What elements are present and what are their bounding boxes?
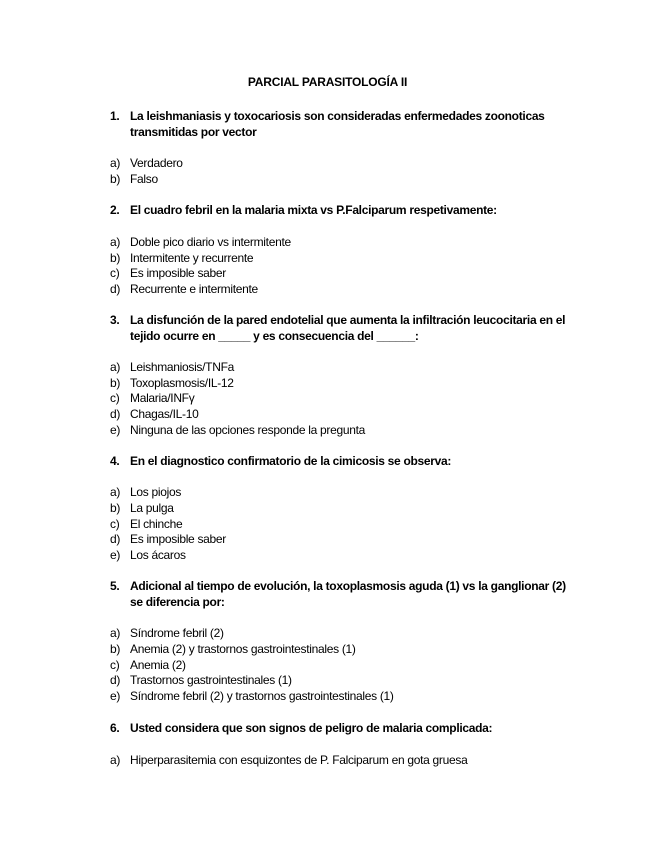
- option-text: Ninguna de las opciones responde la pregunta: [130, 423, 365, 437]
- option-letter: d): [110, 282, 121, 296]
- question-3-option-c: [110, 390, 580, 406]
- option-text: Los piojos: [130, 485, 182, 499]
- option-text: El chinche: [130, 517, 183, 531]
- question-1: [110, 108, 580, 140]
- option-letter: e): [110, 689, 121, 703]
- option-letter: d): [110, 673, 121, 687]
- question-5: [110, 578, 580, 610]
- option-letter: a): [110, 156, 121, 170]
- question-text: La disfunción de la pared endotelial que aumenta la infiltración leucocitaria en el tejido ocurre en _____ y es consecuencia del ______:: [130, 313, 566, 343]
- question-2-option-d: [110, 281, 580, 297]
- question-text: Usted considera que son signos de peligro de malaria complicada:: [130, 721, 493, 735]
- question-text: Adicional al tiempo de evolución, la toxoplasmosis aguda (1) vs la ganglionar (2) se diferencia por:: [130, 579, 566, 609]
- option-text: Verdadero: [130, 156, 183, 170]
- option-letter: a): [110, 485, 121, 499]
- option-text: Toxoplasmosis/IL-12: [130, 376, 234, 390]
- question-number: 1.: [110, 109, 120, 123]
- question-5-option-e: [110, 688, 580, 704]
- option-text: Hiperparasitemia con esquizontes de P. Falciparum en gota gruesa: [130, 753, 468, 767]
- question-3: [110, 312, 580, 344]
- option-text: Anemia (2) y trastornos gastrointestinales (1): [130, 642, 356, 656]
- option-letter: b): [110, 376, 121, 390]
- question-number: 2.: [110, 203, 120, 217]
- option-text: Trastornos gastrointestinales (1): [130, 673, 292, 687]
- question-number: 3.: [110, 313, 120, 327]
- option-letter: a): [110, 235, 121, 249]
- option-text: Es imposible saber: [130, 266, 226, 280]
- option-letter: b): [110, 501, 121, 515]
- option-text: Es imposible saber: [130, 532, 226, 546]
- question-4-option-d: [110, 531, 580, 547]
- option-letter: a): [110, 753, 121, 767]
- question-text: En el diagnostico confirmatorio de la cimicosis se observa:: [130, 454, 452, 468]
- option-letter: a): [110, 626, 121, 640]
- option-text: Leishmaniosis/TNFa: [130, 360, 234, 374]
- question-6: [110, 720, 580, 736]
- option-letter: d): [110, 407, 121, 421]
- question-number: 4.: [110, 454, 120, 468]
- option-text: Chagas/IL-10: [130, 407, 199, 421]
- question-text: El cuadro febril en la malaria mixta vs P.Falciparum respetivamente:: [130, 203, 497, 217]
- question-1-option-a: [110, 155, 580, 171]
- option-letter: b): [110, 172, 121, 186]
- option-letter: b): [110, 251, 121, 265]
- option-text: Recurrente e intermitente: [130, 282, 258, 296]
- option-letter: c): [110, 517, 120, 531]
- option-text: Síndrome febril (2) y trastornos gastrointestinales (1): [130, 689, 394, 703]
- question-3-option-a: [110, 359, 580, 375]
- question-4-option-c: [110, 516, 580, 532]
- option-text: Falso: [130, 172, 158, 186]
- option-letter: b): [110, 642, 121, 656]
- question-text: La leishmaniasis y toxocariosis son consideradas enfermedades zoonoticas transmitidas por vector: [130, 109, 545, 139]
- question-4-option-e: [110, 547, 580, 563]
- question-5-option-a: [110, 625, 580, 641]
- question-3-option-d: [110, 406, 580, 422]
- option-letter: a): [110, 360, 121, 374]
- option-text: Anemia (2): [130, 658, 186, 672]
- option-letter: e): [110, 423, 121, 437]
- question-5-option-b: [110, 641, 580, 657]
- option-text: Doble pico diario vs intermitente: [130, 235, 291, 249]
- option-letter: c): [110, 658, 120, 672]
- question-4-option-b: [110, 500, 580, 516]
- option-text: La pulga: [130, 501, 174, 515]
- question-2: [110, 202, 580, 218]
- question-5-option-c: [110, 657, 580, 673]
- question-4-option-a: [110, 484, 580, 500]
- option-text: Malaria/INFγ: [130, 391, 195, 405]
- question-1-option-b: [110, 171, 580, 187]
- question-5-option-d: [110, 672, 580, 688]
- option-letter: d): [110, 532, 121, 546]
- question-3-option-e: [110, 422, 580, 438]
- question-number: 6.: [110, 721, 120, 735]
- question-4: [110, 453, 580, 469]
- option-text: Intermitente y recurrente: [130, 251, 254, 265]
- option-letter: c): [110, 266, 120, 280]
- option-text: Los ácaros: [130, 548, 186, 562]
- page-title: PARCIAL PARASITOLOGÍA II: [247, 75, 408, 89]
- option-letter: c): [110, 391, 120, 405]
- question-2-option-b: [110, 250, 580, 266]
- question-2-option-a: [110, 234, 580, 250]
- question-number: 5.: [110, 579, 120, 593]
- question-6-option-a: [110, 752, 580, 768]
- question-3-option-b: [110, 375, 580, 391]
- question-2-option-c: [110, 265, 580, 281]
- option-letter: e): [110, 548, 121, 562]
- option-text: Síndrome febril (2): [130, 626, 224, 640]
